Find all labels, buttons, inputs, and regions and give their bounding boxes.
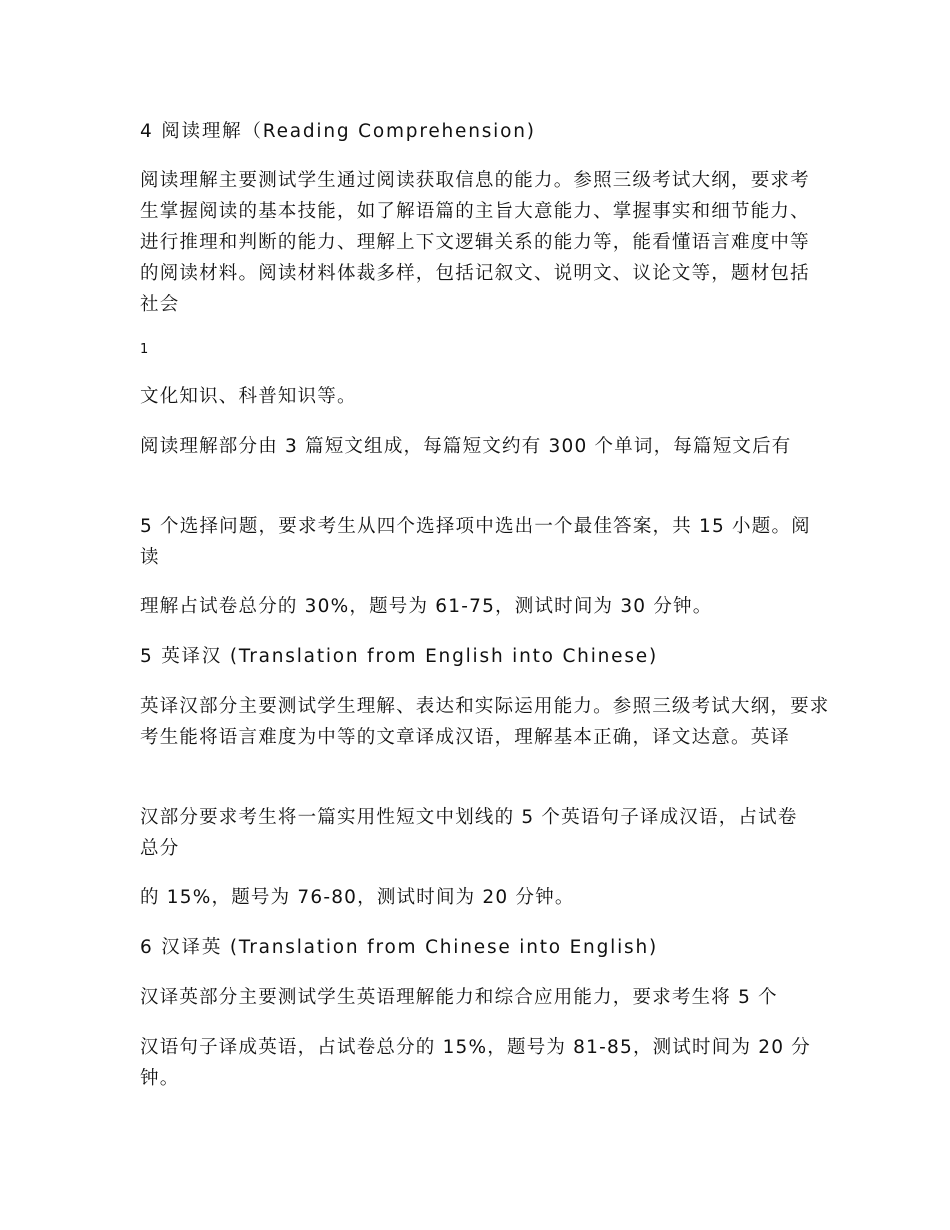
continuation-paragraph-1: 文化知识、科普知识等。 [140, 386, 357, 407]
page-number: 1 [140, 342, 149, 357]
section-4-heading: 4 阅读理解（Reading Comprehension) [140, 121, 536, 142]
section-5-paragraph-2: 汉部分要求考生将一篇实用性短文中划线的 5 个英语句子译成汉语，占试卷总分 [140, 807, 798, 859]
continuation-paragraph-2: 阅读理解部分由 3 篇短文组成，每篇短文约有 300 个单词，每篇短文后有 [140, 436, 792, 457]
section-5-heading: 5 英译汉 (Translation from English into Chinese) [140, 646, 658, 667]
section-6-heading: 6 汉译英 (Translation from Chinese into English) [140, 937, 658, 958]
section-4-paragraph: 阅读理解主要测试学生通过阅读获取信息的能力。参照三级考试大纲，要求考生掌握阅读的基本技能，如了解语篇的主旨大意能力、掌握事实和细节能力、进行推理和判断的能力、理解上下文逻辑关系的能力等，能看懂语言难度中等的阅读材料。阅读材料体裁多样，包括记叙文、说明文、议论文等，题材包括社会 [140, 170, 810, 315]
section-6-paragraph-1: 汉译英部分主要测试学生英语理解能力和综合应用能力，要求考生将 5 个 [140, 987, 778, 1008]
continuation-paragraph-3: 5 个选择问题，要求考生从四个选择项中选出一个最佳答案，共 15 小题。阅读 [140, 516, 811, 568]
continuation-paragraph-4: 理解占试卷总分的 30%，题号为 61-75，测试时间为 30 分钟。 [140, 596, 713, 617]
section-6-paragraph-2: 汉语句子译成英语，占试卷总分的 15%，题号为 81-85，测试时间为 20 分钟。 [140, 1037, 811, 1089]
section-5-paragraph-1: 英译汉部分主要测试学生理解、表达和实际运用能力。参照三级考试大纲，要求考生能将语言难度为中等的文章译成汉语，理解基本正确，译文达意。英译 [140, 696, 830, 748]
section-5-paragraph-3: 的 15%，题号为 76-80，测试时间为 20 分钟。 [140, 887, 575, 908]
